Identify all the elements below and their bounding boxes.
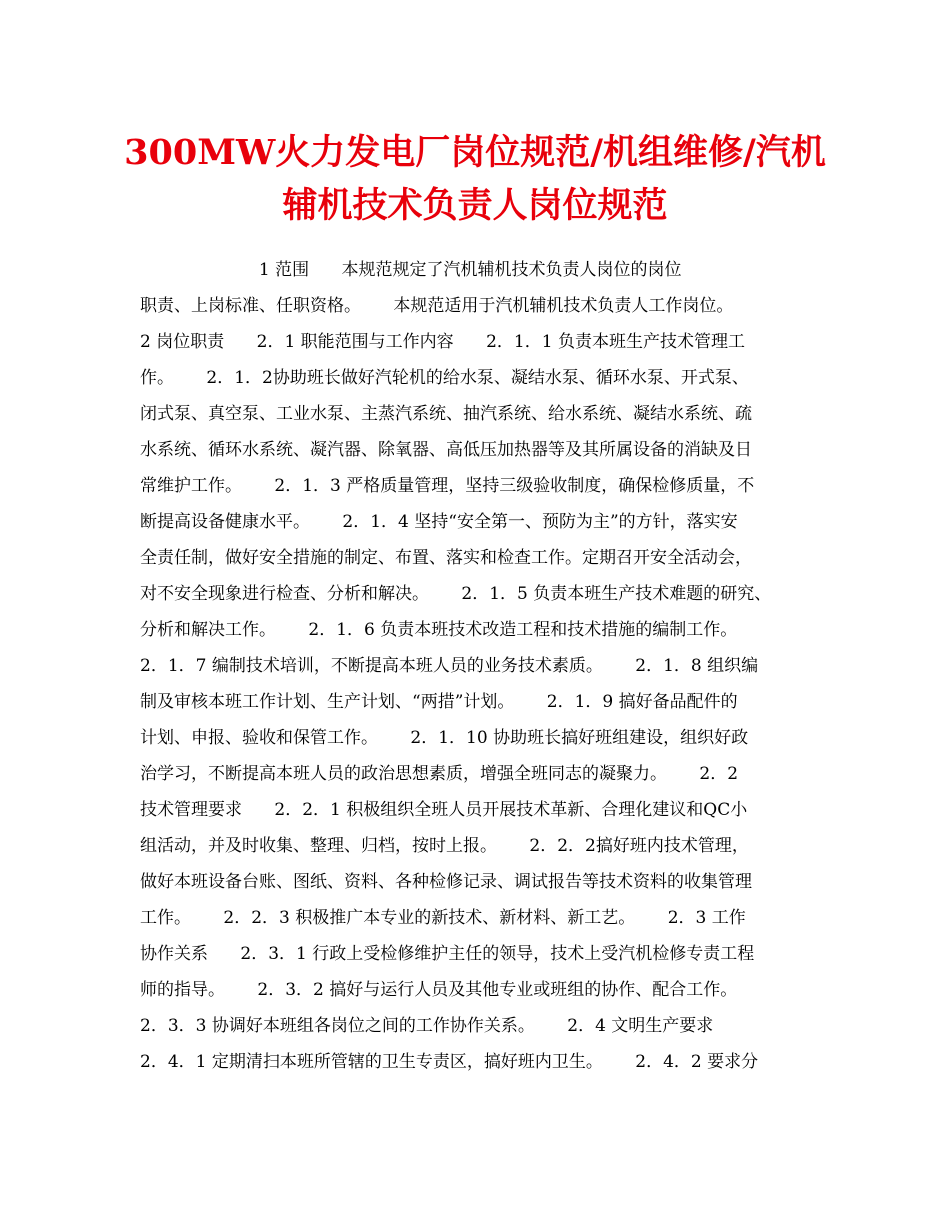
body-line: 断提高设备健康水平。 2．1．4 坚持“安全第一、预防为主”的方针，落实安 bbox=[140, 512, 738, 532]
body-line: 作。 2．1．2协助班长做好汽轮机的给水泵、凝结水泵、循环水泵、开式泵、 bbox=[140, 368, 749, 388]
body-line: 技术管理要求 2．2．1 积极组织全班人员开展技术革新、合理化建议和QC小 bbox=[140, 800, 748, 820]
body-line: 2．3．3 协调好本班组各岗位之间的工作协作关系。 2．4 文明生产要求 bbox=[140, 1016, 714, 1036]
title-line-1: 300MW火力发电厂岗位规范/机组维修/汽机 bbox=[124, 132, 826, 173]
body-line: 常维护工作。 2．1．3 严格质量管理，坚持三级验收制度，确保检修质量，不 bbox=[140, 476, 755, 496]
title-line-2: 辅机技术负责人岗位规范 bbox=[282, 185, 668, 226]
document-title bbox=[60, 126, 890, 232]
body-line: 分析和解决工作。 2．1．6 负责本班技术改造工程和技术措施的编制工作。 bbox=[140, 620, 738, 640]
body-line: 1 范围 本规范规定了汽机辅机技术负责人岗位的岗位 bbox=[140, 260, 682, 280]
body-line: 治学习，不断提高本班人员的政治思想素质，增强全班同志的凝聚力。 2．2 bbox=[140, 764, 739, 784]
body-line: 水系统、循环水系统、凝汽器、除氧器、高低压加热器等及其所属设备的消缺及日 bbox=[140, 440, 752, 460]
body-line: 师的指导。 2．3．2 搞好与运行人员及其他专业或班组的协作、配合工作。 bbox=[140, 980, 738, 1000]
body-line: 职责、上岗标准、任职资格。 本规范适用于汽机辅机技术负责人工作岗位。 bbox=[140, 296, 734, 316]
body-line: 2 岗位职责 2．1 职能范围与工作内容 2．1．1 负责本班生产技术管理工 bbox=[140, 332, 745, 352]
body-line: 2．4．1 定期清扫本班所管辖的卫生专责区，搞好班内卫生。 2．4．2 要求分 bbox=[140, 1052, 759, 1072]
document-body bbox=[140, 252, 830, 1080]
body-line: 闭式泵、真空泵、工业水泵、主蒸汽系统、抽汽系统、给水系统、凝结水系统、疏 bbox=[140, 404, 752, 424]
body-line: 计划、申报、验收和保管工作。 2．1．10 协助班长搞好班组建设，组织好政 bbox=[140, 728, 749, 748]
body-line: 制及审核本班工作计划、生产计划、“两措”计划。 2．1．9 搞好备品配件的 bbox=[140, 692, 738, 712]
body-line: 做好本班设备台账、图纸、资料、各种检修记录、调试报告等技术资料的收集管理 bbox=[140, 872, 752, 892]
body-line: 对不安全现象进行检查、分析和解决。 2．1．5 负责本班生产技术难题的研究、 bbox=[140, 584, 772, 604]
body-line: 全责任制，做好安全措施的制定、布置、落实和检查工作。定期召开安全活动会， bbox=[140, 548, 752, 568]
body-line: 工作。 2．2．3 积极推广本专业的新技术、新材料、新工艺。 2．3 工作 bbox=[140, 908, 746, 928]
body-line: 2．1．7 编制技术培训，不断提高本班人员的业务技术素质。 2．1．8 组织编 bbox=[140, 656, 759, 676]
body-line: 组活动，并及时收集、整理、归档，按时上报。 2．2．2搞好班内技术管理， bbox=[140, 836, 749, 856]
body-line: 协作关系 2．3．1 行政上受检修维护主任的领导，技术上受汽机检修专责工程 bbox=[140, 944, 755, 964]
